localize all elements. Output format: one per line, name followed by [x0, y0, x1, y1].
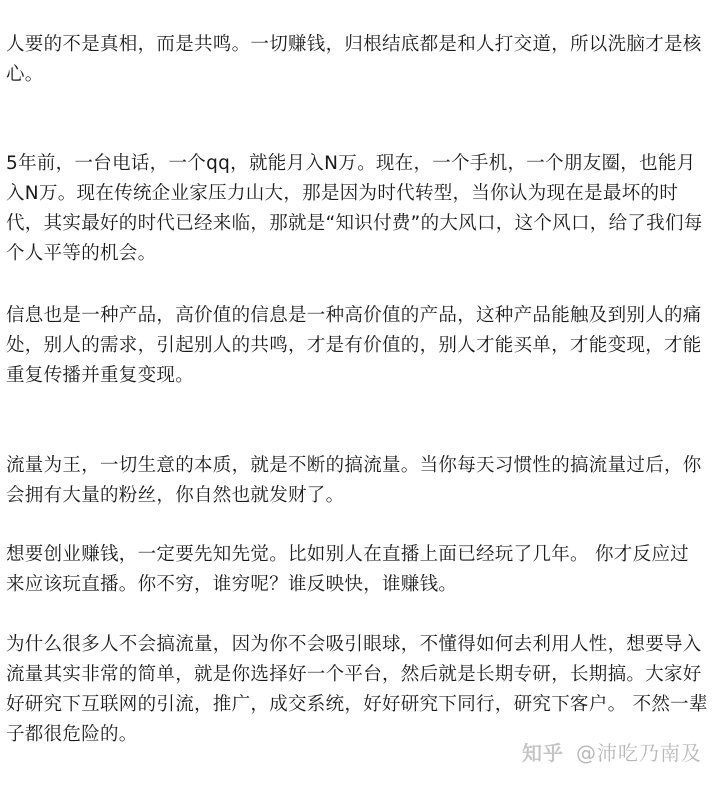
watermark-author: @沛吃乃南及	[576, 741, 702, 765]
paragraph-6: 为什么很多人不会搞流量，因为你不会吸引眼球，不懂得如何去利用人性，想要导入流量其实非常的简单，就是你选择好一个平台，然后就是长期专研，长期搞。大家好好研究下互联网的引流，推广，成交系统，好好研究下同行，研究下客户。 不然一辈子都很危险的。	[6, 634, 708, 745]
paragraph-2: 5年前，一台电话，一个qq，就能月入N万。现在，一个手机，一个朋友圈，也能月入N万。现在传统企业家压力山大，那是因为时代转型，当你认为现在是最坏的时代，其实最好的时代已经来临，那就是“知识付费”的大风口，这个风口，给了我们每个人平等的机会。	[6, 153, 703, 264]
paragraph-1: 人要的不是真相，而是共鸣。一切赚钱，归根结底都是和人打交道，所以洗脑才是核心。	[6, 34, 702, 85]
watermark-brand: 知乎	[522, 741, 564, 765]
paragraph-5: 想要创业赚钱，一定要先知先觉。比如别人在直播上面已经玩了几年。 你才反应过 来应该玩直播。你不穷，谁穷呢？谁反映快，谁赚钱。	[6, 544, 689, 595]
paragraph-3: 信息也是一种产品，高价值的信息是一种高价值的产品，这种产品能触及到别人的痛处，别人的需求，引起别人的共鸣，才是有价值的，别人才能买单，才能变现，才能重复传播并重复变现。	[6, 305, 702, 386]
paragraph-4: 流量为王，一切生意的本质，就是不断的搞流量。当你每天习惯性的搞流量过后，你会拥有大量的粉丝，你自然也就发财了。	[6, 455, 702, 506]
zhihu-watermark	[522, 739, 702, 767]
